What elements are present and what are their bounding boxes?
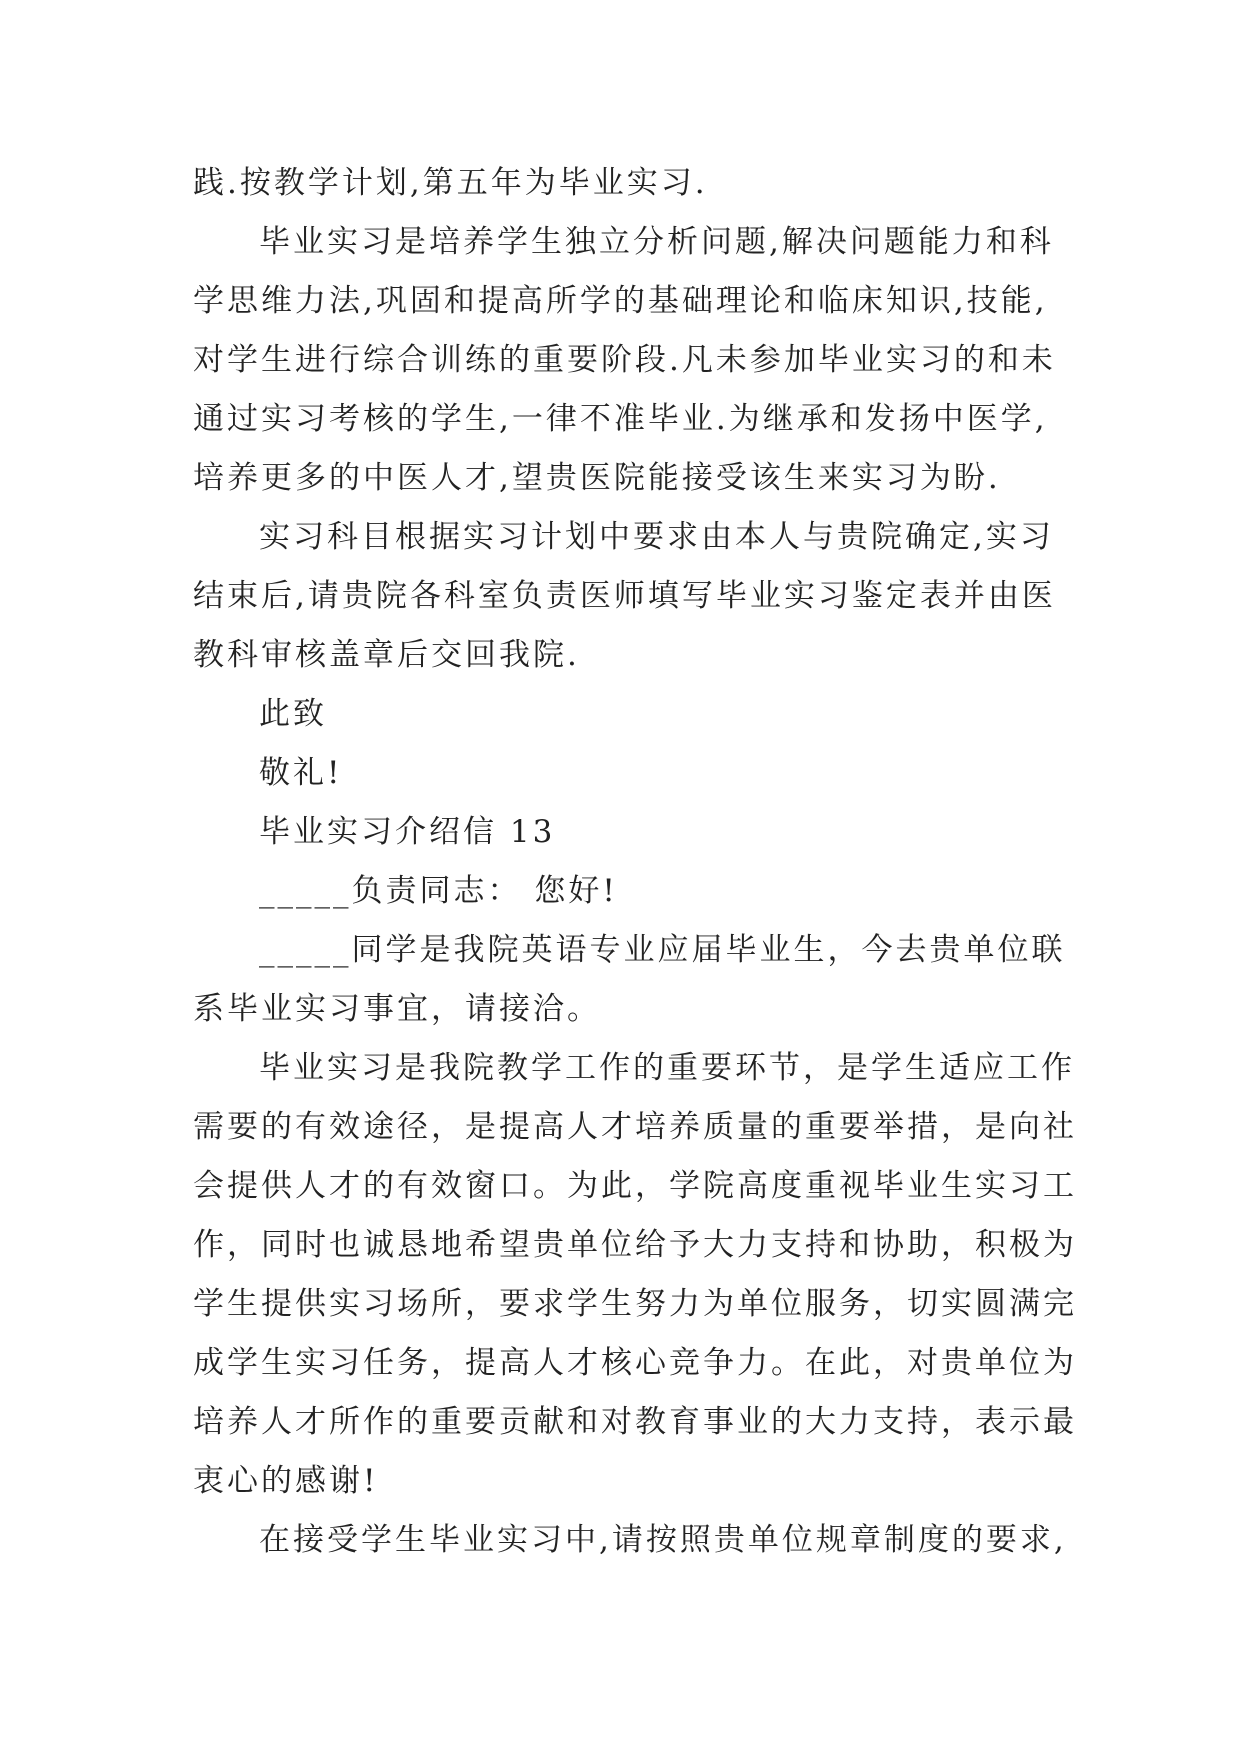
- text-line: 衷心的感谢!: [193, 1463, 379, 1499]
- text-line: 通过实习考核的学生,一律不准毕业.为继承和发扬中医学,: [193, 401, 1048, 437]
- text-line: 实习科目根据实习计划中要求由本人与贵院确定,实习: [259, 519, 1054, 555]
- text-line: 学生提供实习场所，要求学生努力为单位服务，切实圆满完: [193, 1286, 1077, 1322]
- text-line: 践.按教学计划,第五年为毕业实习.: [193, 165, 708, 201]
- text-line: 教科审核盖章后交回我院.: [193, 637, 580, 673]
- document-body: [193, 154, 1077, 1570]
- text-line: 结束后,请贵院各科室负责医师填写毕业实习鉴定表并由医: [193, 578, 1056, 614]
- text-line: 会提供人才的有效窗口。为此，学院高度重视毕业生实习工: [193, 1168, 1077, 1204]
- text-line: 系毕业实习事宜，请接洽。: [193, 991, 601, 1027]
- text-line: 毕业实习是我院教学工作的重要环节，是学生适应工作: [259, 1050, 1075, 1086]
- text-line: 毕业实习是培养学生独立分析问题,解决问题能力和科: [259, 224, 1054, 260]
- text-line: 成学生实习任务，提高人才核心竞争力。在此，对贵单位为: [193, 1345, 1077, 1381]
- text-line: 培养更多的中医人才,望贵医院能接受该生来实习为盼.: [193, 460, 1001, 496]
- text-line: 在接受学生毕业实习中,请按照贵单位规章制度的要求,: [259, 1522, 1067, 1558]
- text-line: 作，同时也诚恳地希望贵单位给予大力支持和协助，积极为: [193, 1227, 1077, 1263]
- greeting-line: _____负责同志： 您好!: [259, 873, 618, 909]
- closing-salutation: 此致: [259, 696, 327, 732]
- text-line: 对学生进行综合训练的重要阶段.凡未参加毕业实习的和未: [193, 342, 1056, 378]
- text-line: 学思维力法,巩固和提高所学的基础理论和临床知识,技能,: [193, 283, 1048, 319]
- text-line: 需要的有效途径，是提高人才培养质量的重要举措，是向社: [193, 1109, 1077, 1145]
- text-line: 培养人才所作的重要贡献和对教育事业的大力支持，表示最: [193, 1404, 1077, 1440]
- closing-regards: 敬礼!: [259, 755, 343, 791]
- section-heading: 毕业实习介绍信 13: [259, 814, 556, 850]
- text-line: _____同学是我院英语专业应届毕业生，今去贵单位联: [259, 932, 1066, 968]
